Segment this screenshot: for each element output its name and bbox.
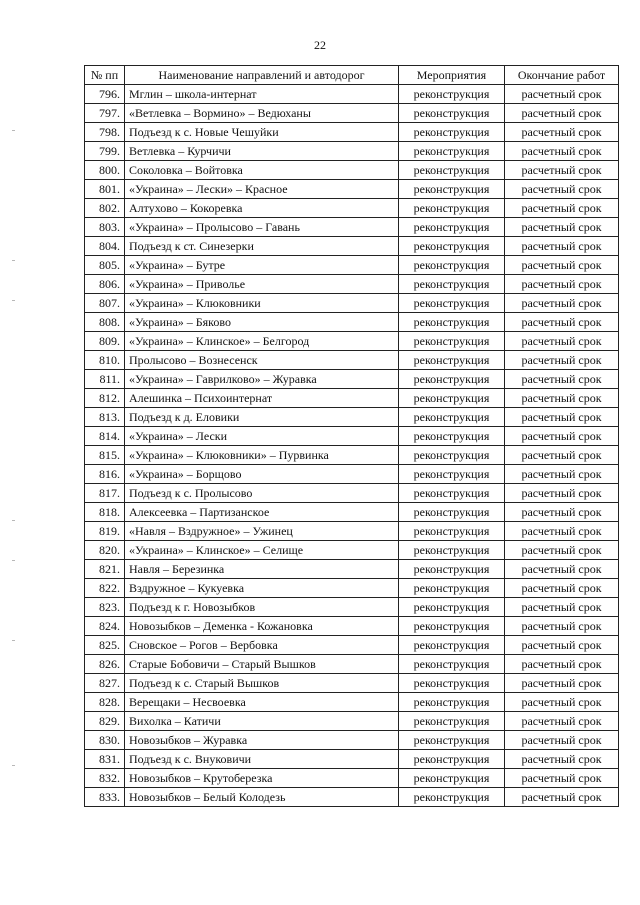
row-number-cell: 815. xyxy=(85,446,125,465)
row-number-cell: 805. xyxy=(85,256,125,275)
completion-cell: расчетный срок xyxy=(505,218,619,237)
row-number-cell: 802. xyxy=(85,199,125,218)
row-number-cell: 797. xyxy=(85,104,125,123)
completion-cell: расчетный срок xyxy=(505,541,619,560)
completion-cell: расчетный срок xyxy=(505,712,619,731)
table-row xyxy=(85,123,619,142)
table-row xyxy=(85,750,619,769)
row-number-cell: 832. xyxy=(85,769,125,788)
completion-cell: расчетный срок xyxy=(505,142,619,161)
activity-cell: реконструкция xyxy=(399,617,505,636)
table-row xyxy=(85,693,619,712)
road-name-cell: Соколовка – Войтовка xyxy=(125,161,399,180)
road-name-cell: «Украина» – Борщово xyxy=(125,465,399,484)
road-name-cell: «Навля – Вздружное» – Ужинец xyxy=(125,522,399,541)
table-row xyxy=(85,598,619,617)
road-name-cell: Старые Бобовичи – Старый Вышков xyxy=(125,655,399,674)
activity-cell: реконструкция xyxy=(399,389,505,408)
completion-cell: расчетный срок xyxy=(505,674,619,693)
row-number-cell: 833. xyxy=(85,788,125,807)
road-name-cell: Подъезд к с. Старый Вышков xyxy=(125,674,399,693)
road-name-cell: «Украина» – Бутре xyxy=(125,256,399,275)
completion-cell: расчетный срок xyxy=(505,503,619,522)
table-row xyxy=(85,313,619,332)
road-name-cell: Новозыбков – Деменка - Кожановка xyxy=(125,617,399,636)
activity-cell: реконструкция xyxy=(399,104,505,123)
completion-cell: расчетный срок xyxy=(505,294,619,313)
road-name-cell: Вихолка – Катичи xyxy=(125,712,399,731)
row-number-cell: 807. xyxy=(85,294,125,313)
activity-cell: реконструкция xyxy=(399,408,505,427)
table-row xyxy=(85,427,619,446)
road-name-cell: «Украина» – Клинское» – Селище xyxy=(125,541,399,560)
activity-cell: реконструкция xyxy=(399,123,505,142)
row-number-cell: 822. xyxy=(85,579,125,598)
activity-cell: реконструкция xyxy=(399,161,505,180)
road-name-cell: «Украина» – Приволье xyxy=(125,275,399,294)
row-number-cell: 804. xyxy=(85,237,125,256)
completion-cell: расчетный срок xyxy=(505,655,619,674)
row-number-cell: 831. xyxy=(85,750,125,769)
activity-cell: реконструкция xyxy=(399,484,505,503)
completion-cell: расчетный срок xyxy=(505,408,619,427)
row-number-cell: 813. xyxy=(85,408,125,427)
table-row xyxy=(85,237,619,256)
row-number-cell: 823. xyxy=(85,598,125,617)
table-row xyxy=(85,408,619,427)
road-name-cell: Алексеевка – Партизанское xyxy=(125,503,399,522)
road-name-cell: «Украина» – Клинское» – Белгород xyxy=(125,332,399,351)
completion-cell: расчетный срок xyxy=(505,750,619,769)
table-row xyxy=(85,256,619,275)
completion-cell: расчетный срок xyxy=(505,598,619,617)
table-row xyxy=(85,541,619,560)
row-number-cell: 829. xyxy=(85,712,125,731)
table-row xyxy=(85,351,619,370)
activity-cell: реконструкция xyxy=(399,541,505,560)
completion-cell: расчетный срок xyxy=(505,332,619,351)
table-row xyxy=(85,446,619,465)
table-row xyxy=(85,560,619,579)
completion-cell: расчетный срок xyxy=(505,313,619,332)
completion-cell: расчетный срок xyxy=(505,370,619,389)
table-row xyxy=(85,389,619,408)
activity-cell: реконструкция xyxy=(399,199,505,218)
row-number-cell: 812. xyxy=(85,389,125,408)
completion-cell: расчетный срок xyxy=(505,731,619,750)
table-row xyxy=(85,161,619,180)
activity-cell: реконструкция xyxy=(399,655,505,674)
completion-cell: расчетный срок xyxy=(505,522,619,541)
table-row xyxy=(85,484,619,503)
completion-cell: расчетный срок xyxy=(505,123,619,142)
row-number-cell: 820. xyxy=(85,541,125,560)
activity-cell: реконструкция xyxy=(399,313,505,332)
activity-cell: реконструкция xyxy=(399,180,505,199)
scan-margin-marks xyxy=(12,0,16,905)
activity-cell: реконструкция xyxy=(399,788,505,807)
row-number-cell: 821. xyxy=(85,560,125,579)
table-header-row xyxy=(85,66,619,85)
road-name-cell: Подъезд к с. Внуковичи xyxy=(125,750,399,769)
row-number-cell: 825. xyxy=(85,636,125,655)
activity-cell: реконструкция xyxy=(399,560,505,579)
road-name-cell: «Украина» – Пролысово – Гавань xyxy=(125,218,399,237)
completion-cell: расчетный срок xyxy=(505,579,619,598)
row-number-cell: 806. xyxy=(85,275,125,294)
table-row xyxy=(85,465,619,484)
completion-cell: расчетный срок xyxy=(505,560,619,579)
road-name-cell: Новозыбков – Журавка xyxy=(125,731,399,750)
road-name-cell: Подъезд к с. Пролысово xyxy=(125,484,399,503)
completion-cell: расчетный срок xyxy=(505,85,619,104)
road-name-cell: Новозыбков – Белый Колодезь xyxy=(125,788,399,807)
completion-cell: расчетный срок xyxy=(505,104,619,123)
road-name-cell: Подъезд к ст. Синезерки xyxy=(125,237,399,256)
activity-cell: реконструкция xyxy=(399,750,505,769)
row-number-cell: 799. xyxy=(85,142,125,161)
row-number-cell: 801. xyxy=(85,180,125,199)
table-row xyxy=(85,788,619,807)
road-name-cell: Сновское – Рогов – Вербовка xyxy=(125,636,399,655)
row-number-cell: 796. xyxy=(85,85,125,104)
row-number-cell: 828. xyxy=(85,693,125,712)
row-number-cell: 816. xyxy=(85,465,125,484)
completion-cell: расчетный срок xyxy=(505,636,619,655)
activity-cell: реконструкция xyxy=(399,579,505,598)
completion-cell: расчетный срок xyxy=(505,180,619,199)
completion-cell: расчетный срок xyxy=(505,427,619,446)
table-row xyxy=(85,294,619,313)
completion-cell: расчетный срок xyxy=(505,389,619,408)
table-row xyxy=(85,617,619,636)
table-row xyxy=(85,712,619,731)
completion-cell: расчетный срок xyxy=(505,446,619,465)
activity-cell: реконструкция xyxy=(399,503,505,522)
activity-cell: реконструкция xyxy=(399,427,505,446)
row-number-cell: 800. xyxy=(85,161,125,180)
completion-cell: расчетный срок xyxy=(505,617,619,636)
header-number: № пп xyxy=(85,66,125,85)
table-row xyxy=(85,579,619,598)
road-name-cell: Верещаки – Несвоевка xyxy=(125,693,399,712)
table-row xyxy=(85,674,619,693)
table-row xyxy=(85,731,619,750)
row-number-cell: 803. xyxy=(85,218,125,237)
road-name-cell: Навля – Березинка xyxy=(125,560,399,579)
table-row xyxy=(85,769,619,788)
row-number-cell: 817. xyxy=(85,484,125,503)
completion-cell: расчетный срок xyxy=(505,769,619,788)
header-completion: Окончание работ xyxy=(505,66,619,85)
road-name-cell: «Украина» – Клюковники» – Пурвинка xyxy=(125,446,399,465)
activity-cell: реконструкция xyxy=(399,351,505,370)
header-activity: Мероприятия xyxy=(399,66,505,85)
activity-cell: реконструкция xyxy=(399,275,505,294)
road-name-cell: «Ветлевка – Вормино» – Ведюханы xyxy=(125,104,399,123)
table-row xyxy=(85,503,619,522)
activity-cell: реконструкция xyxy=(399,332,505,351)
activity-cell: реконструкция xyxy=(399,85,505,104)
activity-cell: реконструкция xyxy=(399,769,505,788)
row-number-cell: 826. xyxy=(85,655,125,674)
roads-table xyxy=(84,65,619,807)
road-name-cell: Алтухово – Кокоревка xyxy=(125,199,399,218)
activity-cell: реконструкция xyxy=(399,256,505,275)
activity-cell: реконструкция xyxy=(399,598,505,617)
row-number-cell: 830. xyxy=(85,731,125,750)
road-name-cell: Вздружное – Кукуевка xyxy=(125,579,399,598)
completion-cell: расчетный срок xyxy=(505,693,619,712)
row-number-cell: 818. xyxy=(85,503,125,522)
road-name-cell: Новозыбков – Крутоберезка xyxy=(125,769,399,788)
table-row xyxy=(85,275,619,294)
road-name-cell: Ветлевка – Курчичи xyxy=(125,142,399,161)
activity-cell: реконструкция xyxy=(399,218,505,237)
activity-cell: реконструкция xyxy=(399,237,505,256)
completion-cell: расчетный срок xyxy=(505,256,619,275)
table-row xyxy=(85,636,619,655)
activity-cell: реконструкция xyxy=(399,731,505,750)
table-row xyxy=(85,522,619,541)
table-row xyxy=(85,332,619,351)
road-name-cell: Пролысово – Вознесенск xyxy=(125,351,399,370)
activity-cell: реконструкция xyxy=(399,636,505,655)
table-row xyxy=(85,104,619,123)
header-road-name: Наименование направлений и автодорог xyxy=(125,66,399,85)
table-row xyxy=(85,85,619,104)
completion-cell: расчетный срок xyxy=(505,351,619,370)
table-row xyxy=(85,218,619,237)
road-name-cell: «Украина» – Гаврилково» – Журавка xyxy=(125,370,399,389)
activity-cell: реконструкция xyxy=(399,446,505,465)
activity-cell: реконструкция xyxy=(399,674,505,693)
activity-cell: реконструкция xyxy=(399,370,505,389)
row-number-cell: 808. xyxy=(85,313,125,332)
table-row xyxy=(85,370,619,389)
activity-cell: реконструкция xyxy=(399,693,505,712)
table-row xyxy=(85,142,619,161)
activity-cell: реконструкция xyxy=(399,294,505,313)
row-number-cell: 814. xyxy=(85,427,125,446)
row-number-cell: 811. xyxy=(85,370,125,389)
road-name-cell: «Украина» – Лески» – Красное xyxy=(125,180,399,199)
completion-cell: расчетный срок xyxy=(505,465,619,484)
road-name-cell: «Украина» – Клюковники xyxy=(125,294,399,313)
row-number-cell: 827. xyxy=(85,674,125,693)
activity-cell: реконструкция xyxy=(399,465,505,484)
row-number-cell: 810. xyxy=(85,351,125,370)
row-number-cell: 819. xyxy=(85,522,125,541)
activity-cell: реконструкция xyxy=(399,522,505,541)
road-name-cell: «Украина» – Бяково xyxy=(125,313,399,332)
page-number: 22 xyxy=(314,38,326,52)
row-number-cell: 809. xyxy=(85,332,125,351)
row-number-cell: 824. xyxy=(85,617,125,636)
completion-cell: расчетный срок xyxy=(505,788,619,807)
activity-cell: реконструкция xyxy=(399,142,505,161)
completion-cell: расчетный срок xyxy=(505,275,619,294)
road-name-cell: «Украина» – Лески xyxy=(125,427,399,446)
activity-cell: реконструкция xyxy=(399,712,505,731)
completion-cell: расчетный срок xyxy=(505,237,619,256)
completion-cell: расчетный срок xyxy=(505,484,619,503)
row-number-cell: 798. xyxy=(85,123,125,142)
table-row xyxy=(85,180,619,199)
completion-cell: расчетный срок xyxy=(505,199,619,218)
road-name-cell: Подъезд к д. Еловики xyxy=(125,408,399,427)
road-name-cell: Подъезд к г. Новозыбков xyxy=(125,598,399,617)
table-row xyxy=(85,199,619,218)
road-name-cell: Алешинка – Психоинтернат xyxy=(125,389,399,408)
table-row xyxy=(85,655,619,674)
road-name-cell: Мглин – школа-интернат xyxy=(125,85,399,104)
road-name-cell: Подъезд к с. Новые Чешуйки xyxy=(125,123,399,142)
completion-cell: расчетный срок xyxy=(505,161,619,180)
